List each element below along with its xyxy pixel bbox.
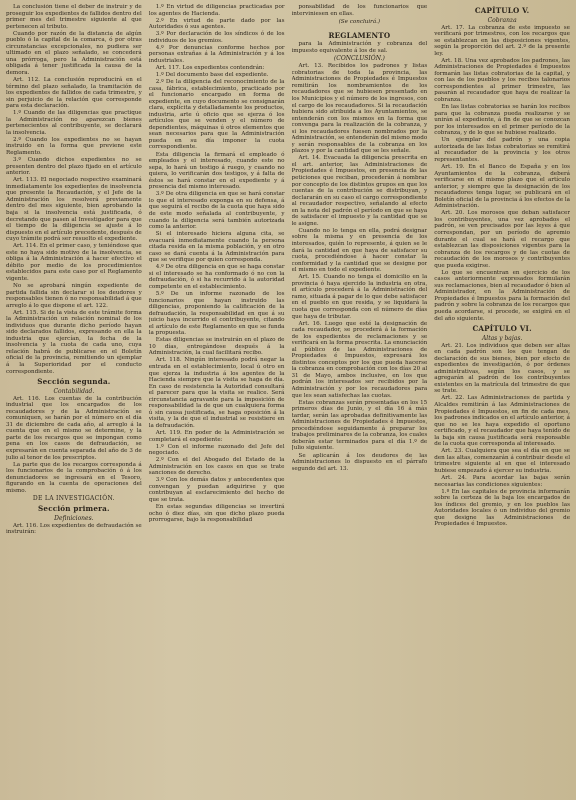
paragraph: Cuando por razón de la distancia de algún pueblo ó la capital de la comarca, ó por otras circunstancias excepcionales, no pudiera ser ultimado en el plazo señalado, se concederá una prórroga, pero la Administración está obligada á tener justificada la causa de la demora. <box>6 30 142 76</box>
paragraph: Art. 13. Recibidos los padrones y listas cobratorias de toda la provincia, las Administraciones de Propiedades é Impuestos remitirán los nombramientos de los recaudadores que se hubiesen presentado en los Municipios y el número de los ingresos, con el cargo de los recaudadores. Si la recaudación hubiera sido atribuida a los Ayuntamientos, se entenderán con los mismos en la forma que convenga para la realización de la cobranza, y si los recaudadores fuesen nombrados por la Administración, se entenderán del mismo modo y serán responsables de la cobranza en los plazos y por la cantidad que se les señale. <box>291 63 428 155</box>
paragraph: Si el interesado hiciera alguna cita, se evacuará inmediatamente cuando la persona citada resida en la misma población, y en otro caso se dará cuenta á la Administración para que se verifique por quien corresponda. <box>148 231 285 264</box>
paragraph: 3.º Con los demás datos y antecedentes que convengan y puedan adquirirse y que contribuyan al esclarecimiento del hecho de que se trata. <box>148 477 285 503</box>
paragraph: 3.º De otra diligencia en que se hará constar lo que el interesado exponga en su defensa, á que seguirá el recibo de la cuota que haya sido de este modo señalada al contribuyente, y cuando la diligencia será también autorizada como la anterior. <box>148 191 285 231</box>
paragraph: para la Administración y cobranza del impuesto equivalente á los de sal. <box>291 41 428 54</box>
paragraph: Cuando no lo tenga en ella, podrá designar sobre la misma y en presencia de los interesados, quién lo represente, á quien se le dará la cantidad en que haya de satisfacer su cuota, procediéndose á hacer constar la conformidad y la cantidad que se designe por el mismo en todo el expediente. <box>291 227 428 274</box>
paragraph: Art. 17. La cobranza de este impuesto se verificará por trimestres, con los recargos que se establezcan en las disposiciones vigentes, según la proporción del art. 2.º de la presente ley. <box>434 24 570 57</box>
section-heading: CAPÍTULO VI. <box>472 324 532 334</box>
column-3 <box>292 4 428 798</box>
paragraph: Lo que se encuentran en ejercicio de los casos anteriormente expresados formularán sus reclamaciones, bien al recaudador ó bien al Administrador, en la Administración de Propiedades é Impuestos para la formación del padrón y sobre la cobranza de los recargos que pueda acordarse, si procede, se exigirá en el del año siguiente. <box>434 269 570 322</box>
subheading: Cobranza <box>487 16 517 24</box>
paragraph: Art. 119. En poder de la Administración se completará el expediente: <box>148 430 285 443</box>
paragraph: 4.º Por denuncias conforme hechos por personas extrañas á la Administración y á los industriales. <box>148 44 285 64</box>
paragraph: Art. 23. Cualquiera que sea el día en que se den las altas, comenzarán á contribuir desde el trimestre siguiente al en que el interesado hubiese empezado á ejercer su industria. <box>434 448 570 474</box>
column-1 <box>6 4 142 798</box>
paragraph: Esta diligencia la firmará el empleado ó empleados y el interesado, cuando este no sepa, lo hará un testigo á ruego, y cuando no quiera, lo verificarán dos testigos, y á falta de éstos se hará constar en el expediente y á presencia del mismo interesado. <box>148 151 285 191</box>
paragraph: 2.º Cuando los expedientes no se hayan instruido en la forma que previene este Reglamento. <box>6 136 142 157</box>
paragraph: Art. 22. Las Administraciones de partida y Alcaldes remitirán á las Administraciones de Propiedades é Impuestos, en fin de cada mes, los padrones indicados en el artículo anterior, á que no se les haya expedido el oportuno certificado, y el recaudador que haya tenido de la baja sin causa justificada será responsable de la cuota que corresponda al interesado. <box>434 395 570 448</box>
paragraph: Un ejemplar del padrón y una copia autorizada de las listas cobratorias se remitirá al recaudador de la provincia y los otros representantes. <box>434 137 570 163</box>
paragraph: Estas diligencias se instruirán en el plazo de 10 días, entregándose después á la Administración, la cual facilitará recibo. <box>148 337 285 357</box>
paragraph: Art. 18. Una vez aprobados los padrones, las Administraciones de Propiedades é Impuestos formarán las listas cobratorias de la capital, y con las de los pueblos y los recibos talonarios correspondientes al primer trimestre, las pasarán al recaudador que haya de realizar la cobranza. <box>434 57 570 104</box>
subheading: Altas y bajas. <box>481 334 523 342</box>
paragraph: 2.º Con el del Abogado del Estado de la Administración en los casos en que se trate sanciones de derecho. <box>148 457 285 477</box>
paragraph: Estas cobranzas serán presentadas en los 15 primeros días de Junio, y el día 16 á más tardar, serán las aprobadas definitivamente las Administraciones de Propiedades é Impuestos, procediéndose seguidamente á preparar los trabajos preliminares de la cobranza, los cuales deberán estar terminados para el día 1.º de Julio siguiente. <box>291 399 428 452</box>
subheading: Definiciones. <box>54 514 94 522</box>
subheading: Contabilidad. <box>53 387 95 395</box>
paragraph: Art. 115. Si de la vista de este trámite forma la Administración un relación nominal de los individuos que durante dicho período hayan sido declarados fallidos, expresando en ella la industria que ejercían, la fecha de la insolvencia y la cuota de cada uno, cuya relación habrá de publicarse en el Boletín oficial de la provincia, remitiendo un ejemplar á la Superioridad por el conducto correspondiente. <box>6 309 142 375</box>
paragraph: 2.º En virtud de parte dado por las Autoridades ó sus agentes. <box>148 17 285 31</box>
paragraph: La parte que de los recargos corresponda á los funcionarios de la comprobación ó á los denunciadores se ingresará en el Tesoro, figurando en la cuenta de operaciones del mismo. <box>6 461 142 494</box>
paragraph: Art. 15. Cuando no tenga el domicilio en la provincia ó haya ejercido la industria en otra, el artículo procederá á la Administración del ramo, situada á pagar de lo que debe satisfacer en el pueblo en que resida, y se liquidará la cuota que corresponda con el número de días que haya de tributar. <box>291 274 428 320</box>
section-heading: Sección segunda. <box>37 377 111 387</box>
paragraph: 1.º Con el informe razonado del Jefe del negociado. <box>148 443 285 457</box>
paragraph: Art. 118. Ningún interesado podrá negar la entrada en el establecimiento, local ú otro en que ejerza la industria á los agentes de la Hacienda siempre que la visita se haga de día. En caso de resistencia la Autoridad consultará el parecer para que la visita se realice. Será circunstancia agravante para la imposición de responsabilidad la de que un cualquiera forma ú sin causa justificada, se haga oposición á la visita, y la de que el industrial se resistiere en la defraudación. <box>148 357 285 429</box>
subheading: (CONCLUSIÓN.) <box>333 55 385 63</box>
continuation-note: (Se concluirá.) <box>338 19 381 26</box>
paragraph: 2.º De la diligencia del reconocimiento de la casa, fábrica, establecimiento, practicado por el funcionario encargado en forma de expediente, en cuyo documento se consignarán clara, explícita y detalladamente los productos, industria, arte ú oficio que se ejerza ó los artículos que se venden y el número de dependientes, máquinas ú otros elementos que sean necesarios para que la Administración pueda en su día imponer la cuota correspondiente. <box>148 79 285 151</box>
paragraph: En estas segundas diligencias se invertirá ocho ó diez días, sin que dicho plazo pueda prorrogarse, bajo la responsabilidad <box>148 504 285 524</box>
paragraph: No se aprobará ningún expediente de partida fallida sin declarar si los deudores y responsables tienen ó no responsabilidad á que arreglo á lo que dispone el art. 122. <box>6 282 142 309</box>
paragraph: Art. 20. Los morosos que deban satisfacer los contribuyentes, una vez aprobados el padrón, se ven precisados por las leyes á que correspondan, por un período de apremio durante el cual se hará el recargo que establezcan las disposiciones vigentes para la cobranza de los recargos y de las cuotas de recaudación de los morosos y contribuyentes que pueda exigirse. <box>434 210 570 269</box>
column-4 <box>434 4 570 798</box>
paragraph: Art. 116. Los expedientes de defraudación se instruirán: <box>6 522 142 536</box>
paragraph: 1.º Cuando de las diligencias que practique la Administración no aparezcan bienes pertenecientes al contribuyente, se declarará la insolvencia. <box>6 110 142 136</box>
paragraph: Se aplicarán á los deudores de las Administraciones lo dispuesto en el párrafo segundo del art. 13. <box>291 452 428 472</box>
paragraph: 5.º De un informe razonado de los funcionarios que hayan instruido las diligencias, proponiendo la calificación de la defraudación, la responsabilidad en que á su juicio haya incurrido el contribuyente, citando el artículo de este Reglamento en que se funda la propuesta. <box>148 291 285 337</box>
paragraph: Art. 14. Evacuada la diligencia prescrita en el art. anterior, las Administraciones de Propiedades é Impuestos, en presencia de las peticiones que reciban, procederán á nombrar por concepto de los distintos grupos en que los cuentas de la contribución se distribuyan, y declararán en su caso el cargo correspondiente al recaudador respectivo, señalando al efecto en la nota del padrón el período en que se haya de satisfacer el impuesto y la cantidad que se le asigne. <box>291 155 428 227</box>
paragraph: Art. 112. La conclusión reproducirá en el término del plazo señalado, la tramitación de los expedientes de fallidos de cada trimestre, y sin perjuicio de la relación que corresponde para esta declaración. <box>6 77 142 110</box>
paragraph: Art. 117. Los expedientes contendrán: <box>155 64 265 71</box>
paragraph: 1.º En virtud de diligencias practicadas por los agentes de Hacienda. <box>148 4 285 17</box>
paragraph: 4.º De otra diligencia en que se haga constar si el interesado se ha conformado ó no con la defraudación, ó si ha recurrido á la autoridad competente en el establecimiento. <box>148 264 285 290</box>
section-heading: REGLAMENTO <box>328 30 391 40</box>
paragraph: Art. 24. Para acordar las bajas serán necesarias las condiciones siguientes: <box>434 475 570 488</box>
section-heading: CAPÍTULO V. <box>474 6 530 15</box>
paragraph: Art. 116. Los cuentas de la contribución industrial que los encargados de los recaudadores y de la Administración se comuniquen, se harán por el número en el día 31 de diciembre de cada año, al arreglo á la cuenta que en el mismo se determine, y la parte de los recargos que se impongan como pena en los casos de defraudación, se expresarán en cuenta separada del año de 3 de julio al tenor de los prescriptos. <box>6 395 142 461</box>
paragraph: 1.º Del documento base del expediente. <box>155 71 269 78</box>
paragraph: La conclusión tiene el deber de instruir y de proseguir los expedientes de fallidos dentro del primer mes del trimestre siguiente al que pertenecen al tributo. <box>6 4 142 30</box>
paragraph: 3.º Cuando dichos expedientes no se presenten dentro del plazo fijado en el artículo anterior. <box>6 157 142 177</box>
paragraph: 3.º Por declaración de los síndicos ó de los individuos de los gremios. <box>148 31 285 44</box>
paragraph: 1.º En las capitales de provincia informarán sobre la certeza de la baja los encargados de los índices del gremio, y en los pueblos las Autoridades locales ó un individuo del gremio que designe las Administraciones de Propiedades é Impuestos. <box>434 488 570 528</box>
paragraph: Art. 21. Los individuos que deben ser altas en cada padrón son los que tengan de declaración de sus bienes, bien por efecto de expedientes de investigación, ó por órdenes administrativas, según los casos, y se agregarán al padrón de los contribuyentes existentes en la matrícula del trimestre de que se trate. <box>434 342 570 395</box>
paragraph: Art. 113. El negociado respectivo examinará inmediatamente los expedientes de insolvencia que presente la Recaudación, y el Jefe de la Administración los resolverá previamente dentro del mes siguiente, bien aprobando la baja si la insolvencia está justificada, ó decretando que pasen al Investigador para que el tiempo de la diligencia se ajuste á lo dispuesto en el artículo precedente, después de cuyo trámite podrá ser resuelto el expediente. <box>6 177 142 243</box>
section-heading: Sección primera. <box>38 504 110 514</box>
division-heading: DE LA INVESTIGACIÓN. <box>32 495 115 503</box>
column-2 <box>149 4 285 798</box>
paragraph: Art. 16. Luego que esté la designación de cada recaudador, se procederá á la formación de los expedientes de reclamaciones y se verificará en la forma prescrita. La enunciación al público de las Administraciones de Propiedades é Impuestos, expresará los distintos conceptos por los que pueda hacerse la cobranza en comprobación con los días 20 al 31 de Mayo, ambos inclusive, en los que podrán los interesados ser recibidos por la Administración y por los recaudadores para que les sean satisfechas las cuotas. <box>291 320 428 399</box>
paragraph: ponsabilidad de los funcionarios que interviniesen en ellas. <box>291 4 428 17</box>
paragraph: Art. 19. En el Banco de España y en los Ayuntamientos de la cobranza, deberá verificarse en el mismo plazo que el artículo anterior, y siempre que la designación de los recaudadores tenga lugar, se publicará en el Boletín oficial de la provincia á los efectos de la Administración. <box>434 163 570 210</box>
paragraph: Art. 114. En el primer caso, y teniéndose que este no haya sido motivo de la insolvencia, se obliga á la Administración á hacer efectivo el débito por medio de los procedimientos establecidos para este caso por el Reglamento vigente. <box>6 243 142 282</box>
paragraph: En las listas cobratorias se harán los recibos para que la cobranza pueda realizarse y se unirán al expediente, á fin de que se conozcan por los interesados en el primer período de la cobranza, y de lo que se hubiese realizado. <box>434 104 570 137</box>
